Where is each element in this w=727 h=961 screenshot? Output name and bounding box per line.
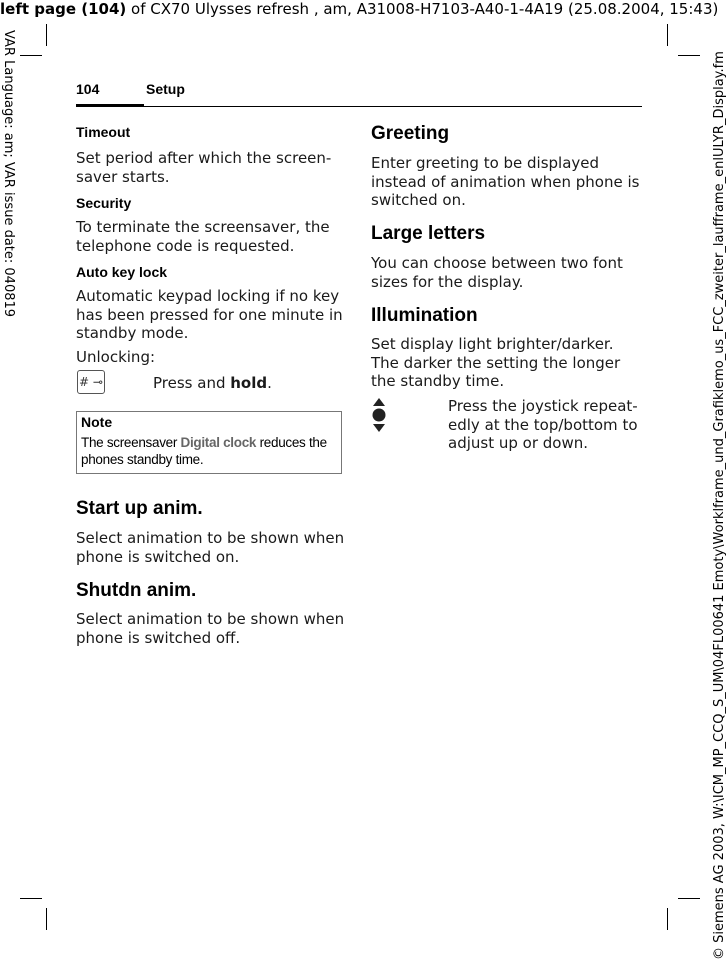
start-up-anim-heading: Start up anim. [76,498,203,519]
auto-key-lock-heading: Auto key lock [76,264,168,280]
press-text: Press and [153,374,231,392]
crop-mark [46,908,47,930]
joystick-updown-icon [371,398,387,432]
security-text: To terminate the screensaver, the telephone code is requested. [76,218,330,255]
copyright-path-text: © Siemens AG 2003, W:\ICM_MP_CCQ_S_UM\04FL00641 Emoty\Worklframe_und_Grafiklemo_us_FCC_zweiter_laufframe_enlULYR_Display.fm [712,51,727,960]
header-rule [76,106,642,107]
shutdn-anim-text: Select animation to be shown when phone is switched off. [76,610,345,647]
crop-mark [667,908,668,930]
auto-key-lock-text: Automatic keypad locking if no key has been pressed for one minute in standby mode. [76,287,343,342]
note-text-start: The screensaver [81,435,181,450]
large-letters-heading: Large letters [371,223,486,244]
crop-mark [667,24,668,46]
timeout-text: Set period after which the screen-saver starts. [76,149,332,186]
note-highlight: Digital clock [180,435,257,450]
note-box [76,411,342,474]
print-header [0,0,719,18]
press-period: . [267,374,272,392]
timeout-heading: Timeout [76,124,131,140]
crop-mark [678,55,700,56]
large-letters-text: You can choose between two font sizes for the display. [371,254,623,291]
shutdn-anim-heading: Shutdn anim. [76,580,197,601]
unlocking-label: Unlocking: [76,348,156,366]
greeting-text: Enter greeting to be displayed instead of animation when phone is switched on. [371,154,640,209]
header-rule-accent [76,104,144,107]
joystick-text: Press the joystick repeat-edly at the top/bottom to adjust up or down. [448,397,638,452]
var-language-text: VAR Language: am; VAR issue date: 040819 [1,30,16,318]
hash-key-icon: # ⊸ [77,370,105,394]
security-heading: Security [76,195,132,211]
side-note-right [697,30,727,960]
note-body [81,434,337,468]
crop-mark [20,55,42,56]
crop-mark [20,898,42,899]
page-number: 104 [76,81,100,97]
crop-mark [46,24,47,46]
press-and-hold-text [153,374,272,393]
illumination-text: Set display light brighter/darker. The darker the setting the longer the standby time. [371,335,621,390]
note-title: Note [81,414,113,430]
greeting-heading: Greeting [371,123,450,144]
print-header-details: of CX70 Ulysses refresh , am, A31008-H7103-A40-1-4A19 (25.08.2004, 15:43) [126,0,719,18]
start-up-anim-text: Select animation to be shown when phone is switched on. [76,529,345,566]
section-title: Setup [146,81,185,97]
illumination-heading: Illumination [371,305,478,326]
crop-mark [678,898,700,899]
print-header-page: left page (104) [0,0,127,18]
note-text-end: reduces the phones standby time. [81,435,327,467]
hold-text: hold [230,374,268,392]
side-note-left [0,30,18,330]
